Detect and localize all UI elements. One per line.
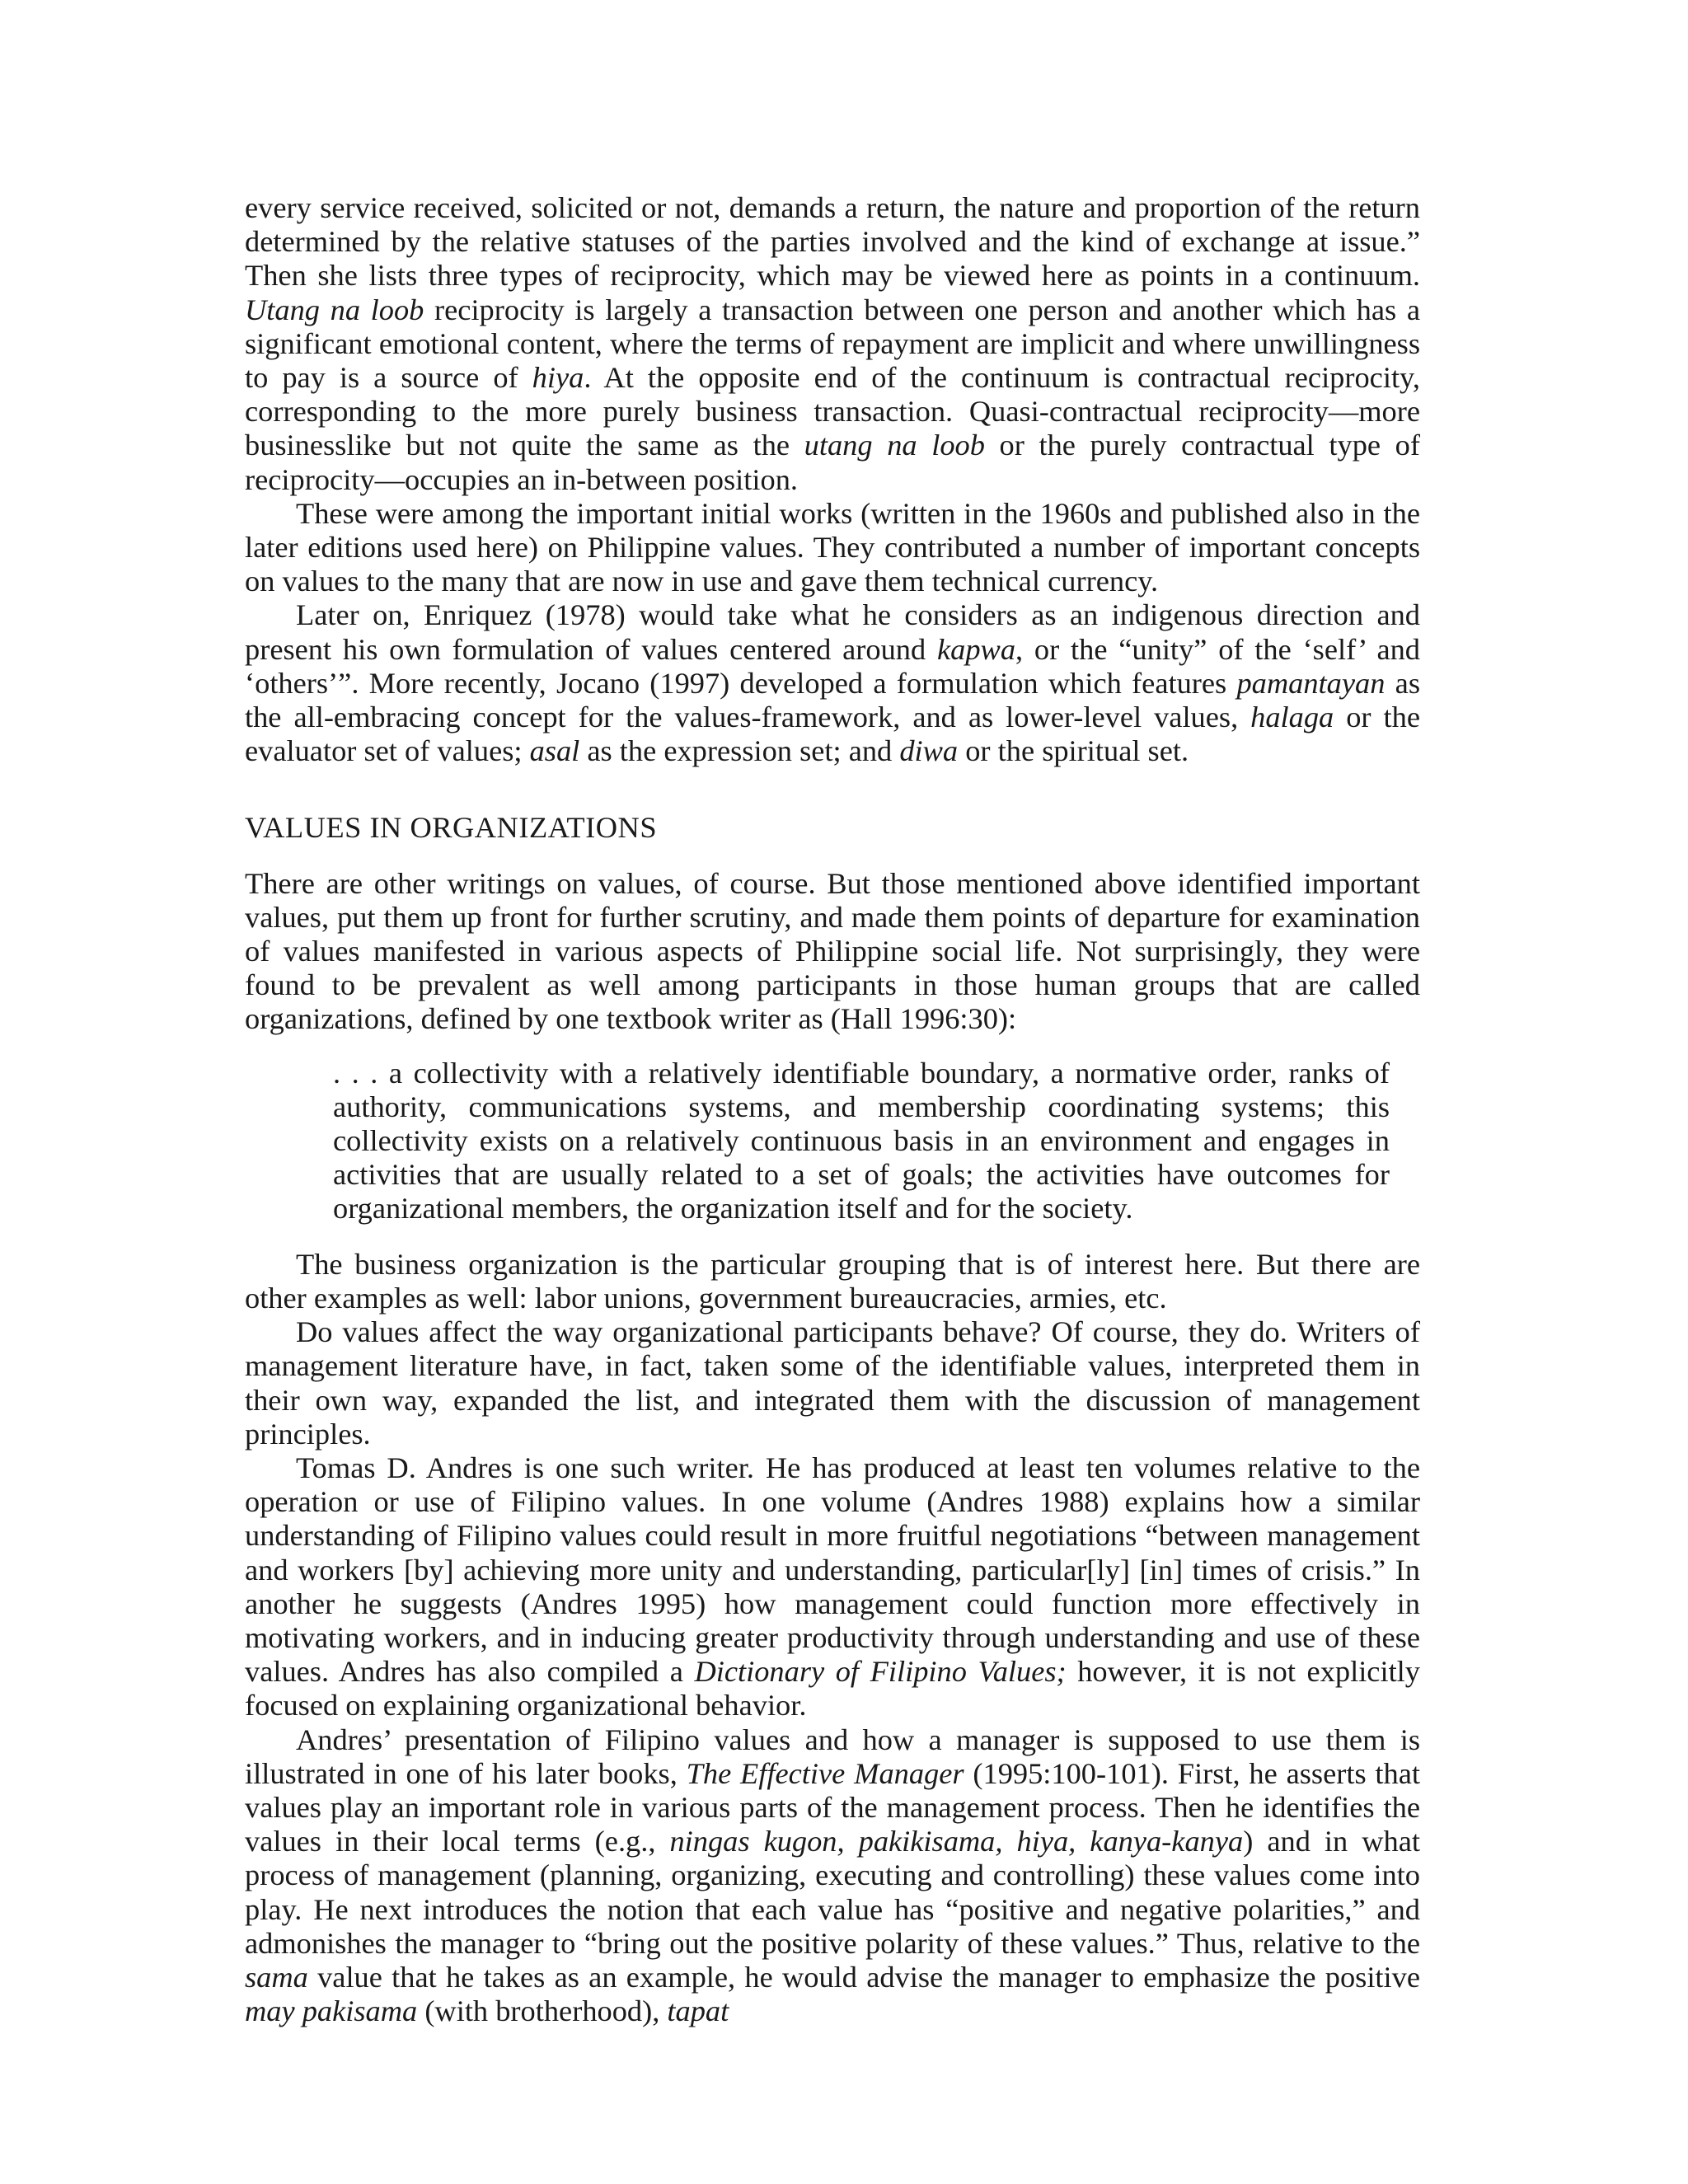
italic-term: utang na loob [804, 429, 985, 462]
paragraph-business-organization: The business organization is the particular grouping that is of interest here. But there are other examples as well: labor unions, government bureaucracies, armies, etc. [245, 1247, 1420, 1315]
text-run: Later on, Enriquez (1978) would take what he considers as an indigenous direction and present his own formulation of values centered around [245, 598, 1420, 666]
italic-term: hiya [532, 361, 584, 395]
text-run: however, it is not explicitly focused on explaining organizational behavior. [245, 1655, 1420, 1722]
text-run: , or the “unity” of the ‘self’ and ‘others’”. More recently, Jocano (1997) developed a formulation which features [245, 632, 1420, 700]
text-run: value that he takes as an example, he would advise the manager to emphasize the positive [307, 1960, 1420, 1994]
text-run: every service received, solicited or not, demands a return, the nature and proportion of the return determined by the relative statuses of the parties involved and the kind of exchange at issue.” Then she lists three types of reciprocity, which may be viewed here as points in a continuum. [245, 191, 1420, 293]
text-run: . At the opposite end of the continuum is contractual reciprocity, corresponding to the more purely business transaction. Quasi-contractual reciprocity—more businesslike but not quite the same as the [245, 361, 1420, 462]
text-run: or the evaluator set of values; [245, 701, 1420, 768]
text-run: reciprocity is largely a transaction between one person and another which has a significant emotional content, where the terms of repayment are implicit and where unwillingness to pay is a source of [245, 293, 1420, 395]
italic-term: pamantayan [1236, 666, 1386, 700]
paragraph-enriquez-jocano [245, 598, 1420, 768]
text-run: ) and in what process of management (planning, organizing, executing and controlling) these values come into play. He next introduces the notion that each value has “positive and negative polarities,” and admonishes the manager to “bring out the positive polarity of these values.” Thus, relative to the [245, 1825, 1421, 1960]
paragraph-other-writings: There are other writings on values, of course. But those mentioned above identified important values, put them up front for further scrutiny, and made them points of departure for examination of values manifested in various aspects of Philippine social life. Not surprisingly, they were found to be prevalent as well among participants in those human groups that are called organizations, defined by one textbook writer as (Hall 1996:30): [245, 866, 1420, 1036]
italic-term: kapwa [937, 632, 1016, 666]
paragraph-initial-works: These were among the important initial works (written in the 1960s and published also in the later editions used here) on Philippine values. They contributed a number of important concepts on values to the many that are now in use and gave them technical currency. [245, 496, 1420, 598]
text-run: (with brotherhood), [417, 1994, 668, 2028]
italic-title: Dictionary of Filipino Values; [694, 1655, 1067, 1689]
block-quote [333, 1057, 1390, 1226]
section-heading: VALUES IN ORGANIZATIONS [245, 811, 658, 845]
text-run: or the purely contractual type of reciprocity—occupies an in-between position. [245, 429, 1420, 496]
text-run: (1995:100-101). First, he asserts that values play an important role in various parts of the management process. Then he identifies the values in their local terms (e.g., [245, 1756, 1421, 1858]
text-run: Tomas D. Andres is one such writer. He has produced at least ten volumes relative to the operation or use of Filipino values. In one volume (Andres 1988) explains how a similar understanding of Filipino values could result in more fruitful negotiations “between management and workers [by] achieving more unity and understanding, particular[ly] [in] times of crisis.” In another he suggests (Andres 1995) how management could function more effectively in motivating workers, and in inducing greater productivity through understanding and use of these values. Andres has also compiled a [245, 1451, 1420, 1689]
italic-term: ningas kugon, pakikisama, hiya, kanya-kanya [669, 1825, 1244, 1858]
italic-term: tapat [667, 1994, 729, 2028]
italic-term: halaga [1250, 701, 1334, 734]
italic-term: Utang na loob [245, 293, 424, 326]
italic-title: The Effective Manager [686, 1756, 964, 1790]
text-run: as the all-embracing concept for the values-framework, and as lower-level values, [245, 666, 1420, 734]
paragraph-values-affect: Do values affect the way organizational participants behave? Of course, they do. Writers of management literature have, in fact, taken some of the identifiable values, interpreted them in their own way, expanded the list, and integrated them with the discussion of management principles. [245, 1315, 1420, 1451]
italic-term: diwa [899, 734, 959, 768]
italic-term: may pakisama [245, 1994, 418, 2028]
italic-term: sama [245, 1960, 308, 1994]
text-run: or the spiritual set. [958, 734, 1189, 768]
italic-term: asal [529, 734, 580, 768]
paragraph-reciprocity [245, 191, 1420, 497]
paragraph-andres [245, 1451, 1420, 1723]
paragraph-effective-manager [245, 1723, 1420, 2029]
text-run: Andres’ presentation of Filipino values and how a manager is supposed to use them is illustrated in one of his later books, [245, 1722, 1420, 1790]
quote-text: . . . a collectivity with a relatively identifiable boundary, a normative order, ranks of authority, communications systems, and membership coordinating systems; this collectivity exists on a relatively continuous basis in an environment and engages in activities that are usually related to a set of goals; the activities have outcomes for organizational members, the organization itself and for the society. [333, 1056, 1390, 1226]
text-run: as the expression set; and [579, 734, 900, 768]
document-page [245, 191, 1420, 2028]
